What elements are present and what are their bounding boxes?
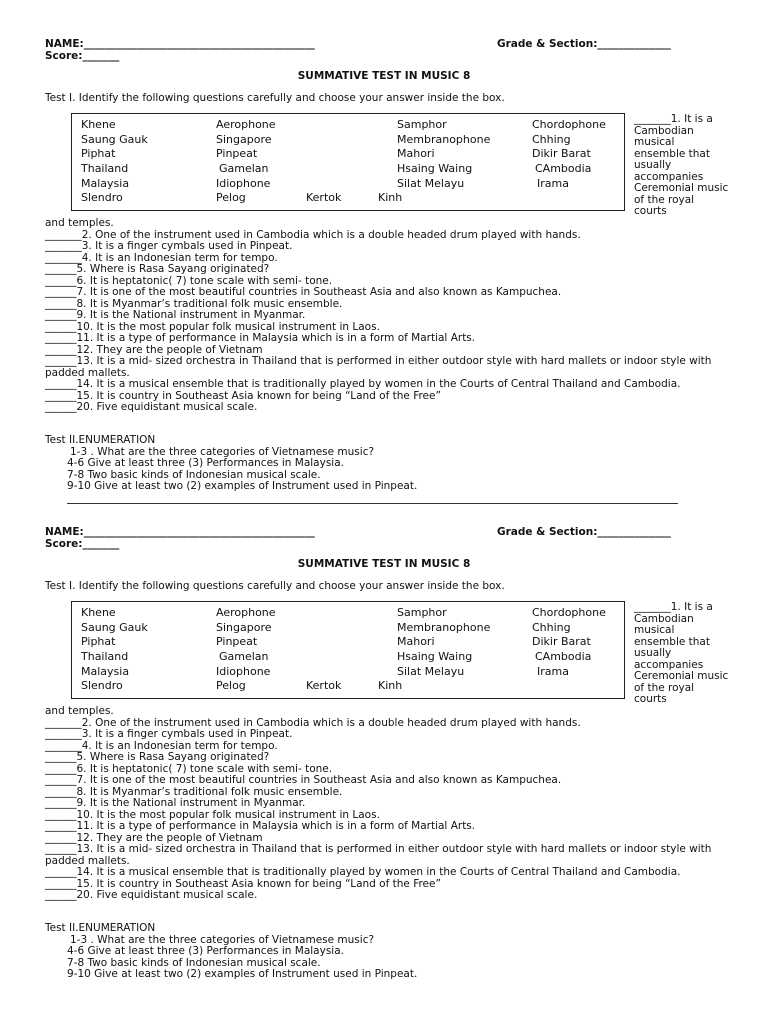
test1-instruction: Test I. Identify the following questions carefully and choose your answer inside the box. [45,92,505,104]
choice-item: Idiophone [216,177,271,190]
enum-item: 1-3 . What are the three categories of Vietnamese music? [70,445,375,458]
choice-item: Saung Gauk [81,621,148,634]
choice-item: Chhing [532,621,571,634]
choice-item: Pinpeat [216,147,258,160]
test2-section [45,435,725,493]
choice-item: Khene [81,606,116,619]
question-1-text: _______1. It is a Cambodian musical ensemble that usually accompanies Ceremonial music of the royal courts [634,113,729,217]
choice-item: CAmbodia [535,162,592,175]
choice-item: Samphor [397,118,447,131]
answer-choices-box [71,113,625,211]
enum-item: 4-6 Give at least three (3) Performances in Malaysia. [67,945,344,957]
question-item: ______10. It is the most popular folk musical instrument in Laos. [45,320,380,333]
choice-item: Saung Gauk [81,133,148,146]
choice-item: Thailand [81,650,129,663]
question-item: ______20. Five equidistant musical scale. [45,889,258,901]
choice-item: Kertok [306,191,342,204]
score-field-label: Score:_______ [45,538,120,550]
question-item: ______14. It is a musical ensemble that is traditionally played by women in the Courts of Central Thailand and Cambodia. [45,866,681,878]
question-item: ______9. It is the National instrument in Myanmar. [45,797,306,809]
question-item: ______15. It is country in Southeast Asia known for being “Land of the Free” [45,389,441,402]
choice-item: Irama [537,665,569,678]
choice-item: Pinpeat [216,635,258,648]
choice-item: CAmbodia [535,650,592,663]
question-item: ______13. It is a mid- sized orchestra in Thailand that is performed in either outdoor style with hard mallets or indoor style with padded mallets. [45,355,712,379]
choice-item: Samphor [397,606,447,619]
test2-section [45,923,725,981]
question-item: ______9. It is the National instrument in Myanmar. [45,309,306,321]
enum-item: 7-8 Two basic kinds of Indonesian musical scale. [67,956,321,969]
question-item: ______8. It is Myanmar’s traditional folk music ensemble. [45,297,343,310]
choice-item: Membranophone [397,133,491,146]
choice-item: Slendro [81,191,123,204]
test1-question-list [45,706,725,902]
choice-item: Dikir Barat [532,147,591,160]
choice-item: Silat Melayu [397,665,465,678]
question-item: _______3. It is a finger cymbals used in Pinpeat. [45,728,293,740]
choice-item: Irama [537,177,569,190]
choice-item: Mahori [397,635,435,648]
answer-choices-box [71,601,625,699]
test-sheet-top [0,36,768,526]
enum-item: 1-3 . What are the three categories of Vietnamese music? [70,933,375,946]
choice-item: Thailand [81,162,129,175]
page-title: SUMMATIVE TEST IN MUSIC 8 [297,70,471,82]
score-field-label: Score:_______ [45,50,120,62]
test-sheet-bottom [0,524,768,1014]
choice-item: Pelog [216,191,246,204]
enum-item: 7-8 Two basic kinds of Indonesian musical scale. [67,468,321,481]
question-item: _______3. It is a finger cymbals used in Pinpeat. [45,240,293,252]
choice-item: Aerophone [216,606,276,619]
question-item: ______8. It is Myanmar’s traditional folk music ensemble. [45,785,343,798]
choice-item: Hsaing Waing [397,650,473,663]
question-1-continuation: and temples. [45,705,114,717]
choice-item: Pelog [216,679,246,692]
question-item: ______7. It is one of the most beautiful countries in Southeast Asia and also known as Kampuchea. [45,774,562,786]
page-title: SUMMATIVE TEST IN MUSIC 8 [297,558,471,570]
question-item: ______5. Where is Rasa Sayang originated? [45,263,270,275]
choice-item: Kertok [306,679,342,692]
choice-item: Silat Melayu [397,177,465,190]
choice-item: Gamelan [219,162,269,175]
question-item: ______15. It is country in Southeast Asia known for being “Land of the Free” [45,877,441,890]
question-item: ______20. Five equidistant musical scale. [45,401,258,413]
choice-item: Dikir Barat [532,635,591,648]
question-item: _______4. It is an Indonesian term for tempo. [45,739,278,752]
choice-item: Khene [81,118,116,131]
question-1-continuation: and temples. [45,217,114,229]
question-item: ______12. They are the people of Vietnam [45,343,263,356]
name-field-label: NAME:____________________________________________ [45,38,315,50]
choice-item: Singapore [216,133,272,146]
test1-instruction: Test I. Identify the following questions carefully and choose your answer inside the box. [45,580,505,592]
question-item: ______6. It is heptatonic( 7) tone scale with semi- tone. [45,274,333,287]
choice-item: Slendro [81,679,123,692]
choice-item: Chordophone [532,118,606,131]
choice-item: Piphat [81,635,116,648]
question-item: ______12. They are the people of Vietnam [45,831,263,844]
enum-item: 9-10 Give at least two (2) examples of Instrument used in Pinpeat. [67,480,418,492]
choice-item: Chordophone [532,606,606,619]
grade-section-field-label: Grade & Section:______________ [497,526,671,538]
test2-title: Test II.ENUMERATION [45,434,156,446]
choice-item: Hsaing Waing [397,162,473,175]
choice-item: Gamelan [219,650,269,663]
question-item: ______11. It is a type of performance in Malaysia which is in a form of Martial Arts. [45,820,476,832]
question-item: ______5. Where is Rasa Sayang originated? [45,751,270,763]
enum-item: 4-6 Give at least three (3) Performances in Malaysia. [67,457,344,469]
cut-line-divider [67,503,678,504]
choice-item: Kinh [378,679,403,692]
question-item: ______7. It is one of the most beautiful countries in Southeast Asia and also known as Kampuchea. [45,286,562,298]
choice-item: Aerophone [216,118,276,131]
question-item: _______2. One of the instrument used in Cambodia which is a double headed drum played with hands. [45,716,581,729]
test1-question-list [45,218,725,414]
question-item: _______4. It is an Indonesian term for tempo. [45,251,278,264]
enum-item: 9-10 Give at least two (2) examples of Instrument used in Pinpeat. [67,968,418,980]
choice-item: Malaysia [81,665,130,678]
choice-item: Malaysia [81,177,130,190]
grade-section-field-label: Grade & Section:______________ [497,38,671,50]
test2-title: Test II.ENUMERATION [45,922,156,934]
question-item: _______2. One of the instrument used in Cambodia which is a double headed drum played with hands. [45,228,581,241]
choice-item: Membranophone [397,621,491,634]
question-item: ______11. It is a type of performance in Malaysia which is in a form of Martial Arts. [45,332,476,344]
choice-item: Idiophone [216,665,271,678]
choice-item: Chhing [532,133,571,146]
question-item: ______14. It is a musical ensemble that is traditionally played by women in the Courts of Central Thailand and Cambodia. [45,378,681,390]
question-item: ______10. It is the most popular folk musical instrument in Laos. [45,808,380,821]
question-1-text: _______1. It is a Cambodian musical ensemble that usually accompanies Ceremonial music of the royal courts [634,601,729,705]
question-item: ______6. It is heptatonic( 7) tone scale with semi- tone. [45,762,333,775]
choice-item: Piphat [81,147,116,160]
choice-item: Kinh [378,191,403,204]
name-field-label: NAME:____________________________________________ [45,526,315,538]
question-item: ______13. It is a mid- sized orchestra in Thailand that is performed in either outdoor style with hard mallets or indoor style with padded mallets. [45,843,712,867]
choice-item: Singapore [216,621,272,634]
choice-item: Mahori [397,147,435,160]
